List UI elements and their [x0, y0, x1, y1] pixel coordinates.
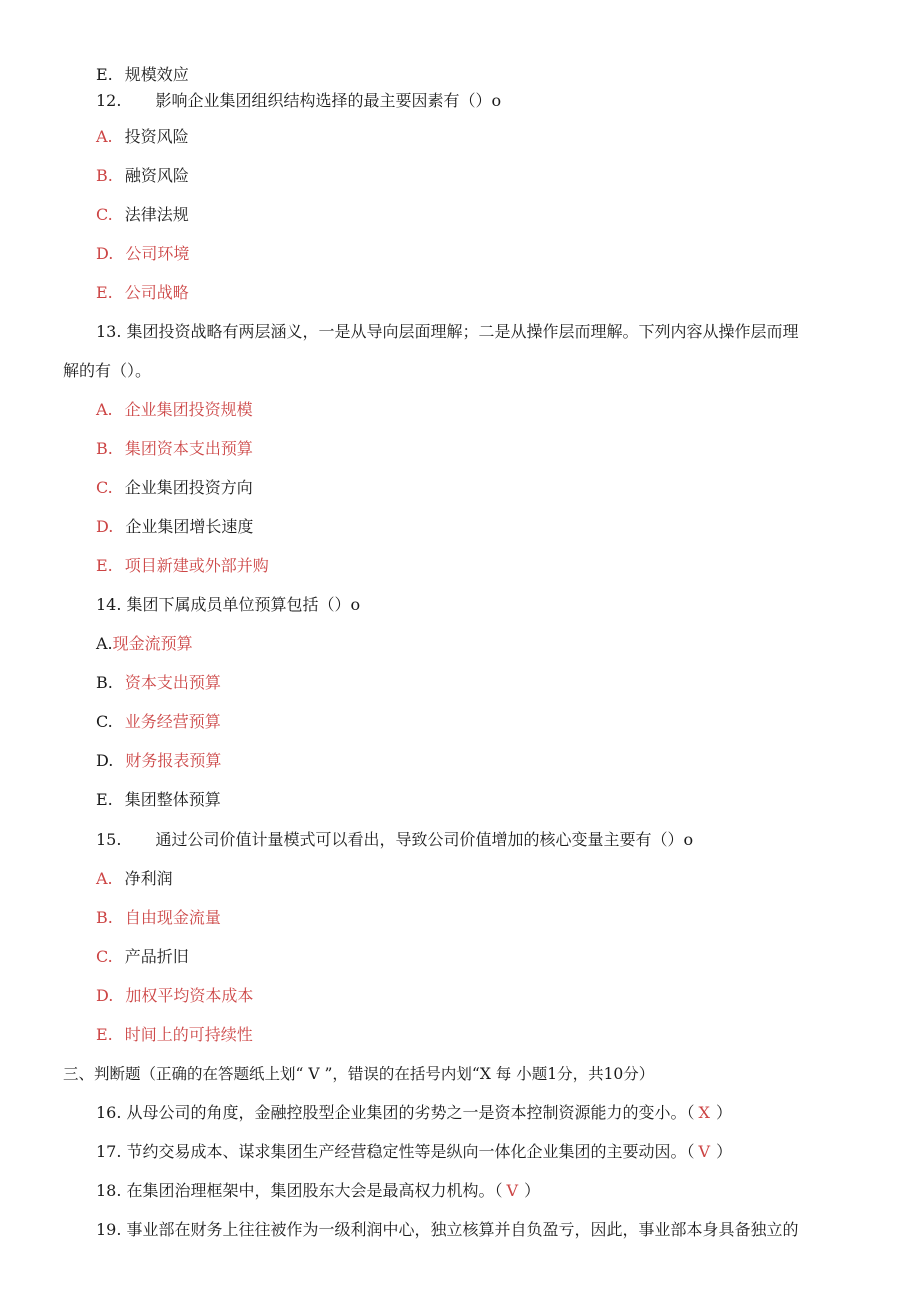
option-letter: C. [96, 712, 113, 731]
option-text: 法律法规 [124, 205, 189, 224]
option-line [96, 556, 269, 576]
option-line [96, 869, 173, 889]
option-line [96, 634, 193, 654]
option-letter: E. [96, 1025, 113, 1044]
option-text: 加权平均资本成本 [125, 986, 254, 1005]
option-letter: A. [96, 400, 113, 419]
option-text: 财务报表预算 [125, 751, 222, 770]
option-letter: C. [96, 478, 113, 497]
question-line [96, 322, 799, 342]
option-text: 时间上的可持续性 [124, 1025, 253, 1044]
option-line [96, 986, 253, 1006]
option-text: 现金流预算 [112, 634, 193, 653]
option-text: 企业集团投资规模 [124, 400, 253, 419]
question-text: 解的有（）。 [63, 361, 152, 380]
option-text: 项目新建或外部并购 [124, 556, 269, 575]
option-text: 融资风险 [124, 166, 189, 185]
question-line [96, 91, 501, 111]
option-text: 集团资本支出预算 [124, 439, 253, 458]
option-line [96, 478, 253, 498]
option-letter: A. [96, 869, 113, 888]
option-letter: A. [96, 127, 113, 146]
closing-paren: ） [524, 1181, 541, 1200]
question-continuation [63, 361, 151, 381]
answer-mark: V [698, 1142, 711, 1161]
question-text: 18. 在集团治理框架中，集团股东大会是最高权力机构。（ [96, 1181, 503, 1200]
option-line [96, 751, 221, 771]
option-letter: D. [96, 751, 114, 770]
question-text: 影响企业集团组织结构选择的最主要因素有（）o [155, 91, 502, 110]
option-text: 集团整体预算 [124, 790, 221, 809]
option-letter: E. [96, 283, 113, 302]
section-heading [63, 1064, 654, 1084]
option-text: 净利润 [124, 869, 173, 888]
question-line [96, 595, 360, 615]
question-text: 16. 从母公司的角度，金融控股型企业集团的劣势之一是资本控制资源能力的变小。（ [96, 1103, 695, 1122]
option-letter: D. [96, 986, 114, 1005]
option-line [96, 283, 189, 303]
option-letter: B. [96, 166, 113, 185]
question-text: 14. 集团下属成员单位预算包括（）o [96, 595, 361, 614]
option-text: 公司战略 [124, 283, 189, 302]
answer-mark: V [506, 1181, 519, 1200]
option-letter: D. [96, 517, 114, 536]
option-text: 企业集团投资方向 [124, 478, 253, 497]
option-letter: A. [96, 634, 113, 653]
option-line [96, 790, 221, 810]
option-letter: B. [96, 908, 113, 927]
option-text: 自由现金流量 [124, 908, 221, 927]
option-line [96, 205, 189, 225]
option-text: 资本支出预算 [124, 673, 221, 692]
option-line [96, 127, 189, 147]
option-line [96, 1025, 253, 1045]
question-number: 15. [96, 830, 122, 849]
option-line [96, 673, 221, 693]
option-line [96, 244, 189, 264]
option-line [96, 400, 253, 420]
closing-paren: ） [715, 1103, 732, 1122]
option-text: 公司环境 [125, 244, 190, 263]
question-text: 13. 集团投资战略有两层涵义，一是从导向层面理解；二是从操作层而理解。下列内容从操作层而理 [96, 322, 799, 341]
option-line [96, 65, 189, 85]
option-letter: E. [96, 556, 113, 575]
question-number: 12. [96, 91, 122, 110]
option-text: 业务经营预算 [124, 712, 221, 731]
option-letter: B. [96, 439, 113, 458]
judgement-line [96, 1142, 732, 1162]
option-line [96, 439, 253, 459]
option-letter: C. [96, 947, 113, 966]
option-line [96, 712, 221, 732]
answer-mark: X [698, 1103, 710, 1122]
question-text: 通过公司价值计量模式可以看出，导致公司价值增加的核心变量主要有（）o [155, 830, 694, 849]
judgement-line [96, 1181, 540, 1201]
option-line [96, 908, 221, 928]
judgement-line [96, 1103, 732, 1123]
option-letter: D. [96, 244, 114, 263]
section-title: 三、判断题（正确的在答题纸上划“ V ”，错误的在括号内划“X 每 小题1分，共10分） [63, 1065, 655, 1083]
question-text: 17. 节约交易成本、谋求集团生产经营稳定性等是纵向一体化企业集团的主要动因。（ [96, 1142, 695, 1161]
question-text: 19. 事业部在财务上往往被作为一级利润中心，独立核算并自负盈亏，因此，事业部本身具备独立的 [96, 1220, 799, 1239]
option-line [96, 517, 253, 537]
option-letter: E. [96, 790, 113, 809]
option-text: 企业集团增长速度 [125, 517, 254, 536]
closing-paren: ） [716, 1142, 733, 1161]
option-letter: C. [96, 205, 113, 224]
option-text: 产品折旧 [124, 947, 189, 966]
option-line [96, 947, 189, 967]
judgement-line [96, 1220, 799, 1240]
question-line [96, 830, 693, 850]
option-line [96, 166, 189, 186]
option-text: 规模效应 [124, 65, 189, 84]
option-letter: B. [96, 673, 113, 692]
option-letter: E. [96, 65, 113, 84]
option-text: 投资风险 [124, 127, 189, 146]
